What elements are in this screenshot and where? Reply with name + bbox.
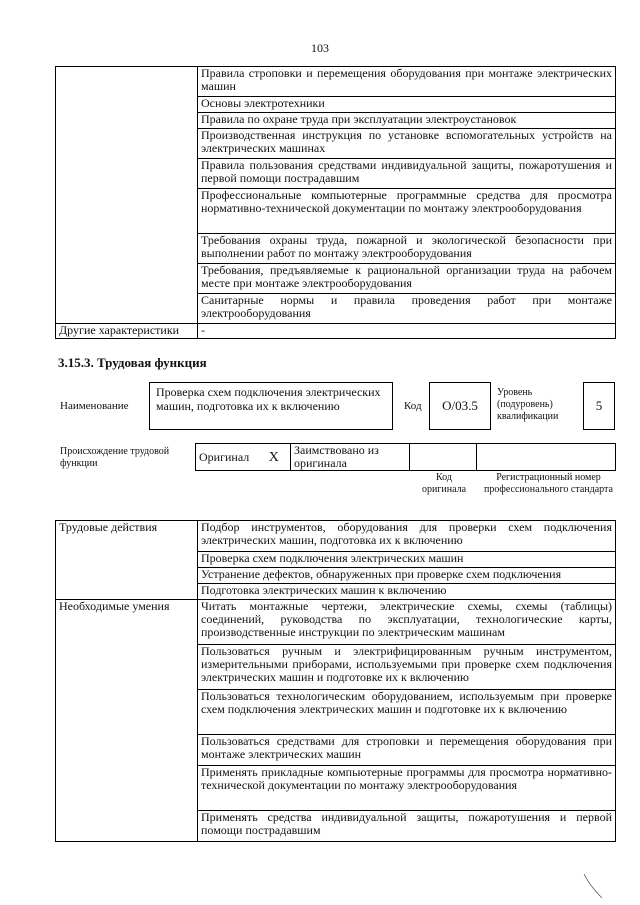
name-value-box: [149, 382, 393, 430]
table-row: Пользоваться ручным и электрифицированным ручным инструментом, измерительными приборами, используемыми при проверке схем подключения электрических машин и подготовке их к включению: [198, 645, 616, 690]
code-original-cell: [410, 444, 477, 471]
reg-number-caption: Регистрационный номер профессионального стандарта: [484, 472, 613, 495]
code-label: Код: [404, 400, 422, 412]
table-left-empty: [56, 67, 198, 324]
other-characteristics-label: Другие характеристики: [56, 324, 198, 339]
table-row: Подбор инструментов, оборудования для проверки схем подключения электрических машин, подготовка их к включению: [198, 521, 616, 552]
code-original-caption: Код оригинала: [421, 472, 467, 495]
level-value-box: [583, 382, 615, 430]
section-title: 3.15.3. Трудовая функция: [58, 355, 207, 370]
level-label: Уровень (подуровень) квалификации: [497, 387, 559, 422]
code-value-box: [429, 382, 491, 430]
table-row: Читать монтажные чертежи, электрические схемы, схемы (таблицы) соединений, руководства по эксплуатации, технологические карты, производственные инструкции по электрическим машинам: [198, 600, 616, 645]
knowledge-table: [55, 66, 616, 339]
code-value: O/03.5: [442, 398, 478, 413]
table-row: Правила по охране труда при эксплуатации электроустановок: [198, 113, 616, 129]
table-row: Пользоваться технологическим оборудованием, используемым при проверке схем подключения электрических машин и подготовке их к включению: [198, 690, 616, 735]
table-row: Требования охраны труда, пожарной и экологической безопасности при выполнении работ по монтажу электрооборудования: [198, 234, 616, 264]
other-characteristics-value: -: [198, 324, 616, 339]
original-label: Оригинал: [196, 444, 258, 471]
table-row: Правила пользования средствами индивидуальной защиты, пожаротушения и первой помощи пострадавшим: [198, 159, 616, 189]
table-row: Применять средства индивидуальной защиты, пожаротушения и первой помощи пострадавшим: [198, 811, 616, 842]
name-label: Наименование: [60, 400, 129, 412]
reg-number-cell: [477, 444, 616, 471]
table-row: Профессиональные компьютерные программные средства для просмотра нормативно-технической документации по монтажу электрооборудования: [198, 189, 616, 234]
origin-label: Происхождение трудовой функции: [60, 446, 170, 469]
name-value: Проверка схем подключения электрических машин, подготовка их к включению: [156, 385, 381, 413]
borrowed-label: Заимствовано из оригинала: [291, 444, 410, 471]
origin-table: [195, 443, 616, 471]
level-value: 5: [595, 398, 603, 413]
table-row: Пользоваться средствами для строповки и перемещения оборудования при монтаже электрических машин: [198, 735, 616, 766]
table-row: Санитарные нормы и правила проведения работ при монтаже электрооборудования: [198, 294, 616, 324]
table-row: Правила строповки и перемещения оборудования при монтаже электрических машин: [198, 67, 616, 97]
table-row: Устранение дефектов, обнаруженных при проверке схем подключения: [198, 568, 616, 584]
page-number: 103: [311, 41, 329, 55]
table-row: Подготовка электрических машин к включению: [198, 584, 616, 600]
pen-stroke-mark: [580, 872, 610, 902]
table-row: Требования, предъявляемые к рациональной организации труда на рабочем месте при монтаже электрооборудования: [198, 264, 616, 294]
skills-label: Необходимые умения: [56, 600, 198, 842]
actions-label: Трудовые действия: [56, 521, 198, 600]
original-mark: X: [258, 444, 291, 471]
function-table: [55, 520, 616, 842]
table-row: Производственная инструкция по установке вспомогательных устройств на электрических машинах: [198, 129, 616, 159]
table-row: Основы электротехники: [198, 97, 616, 113]
table-row: Применять прикладные компьютерные программы для просмотра нормативно-технической документации по монтажу электрооборудования: [198, 766, 616, 811]
table-row: Проверка схем подключения электрических машин: [198, 552, 616, 568]
